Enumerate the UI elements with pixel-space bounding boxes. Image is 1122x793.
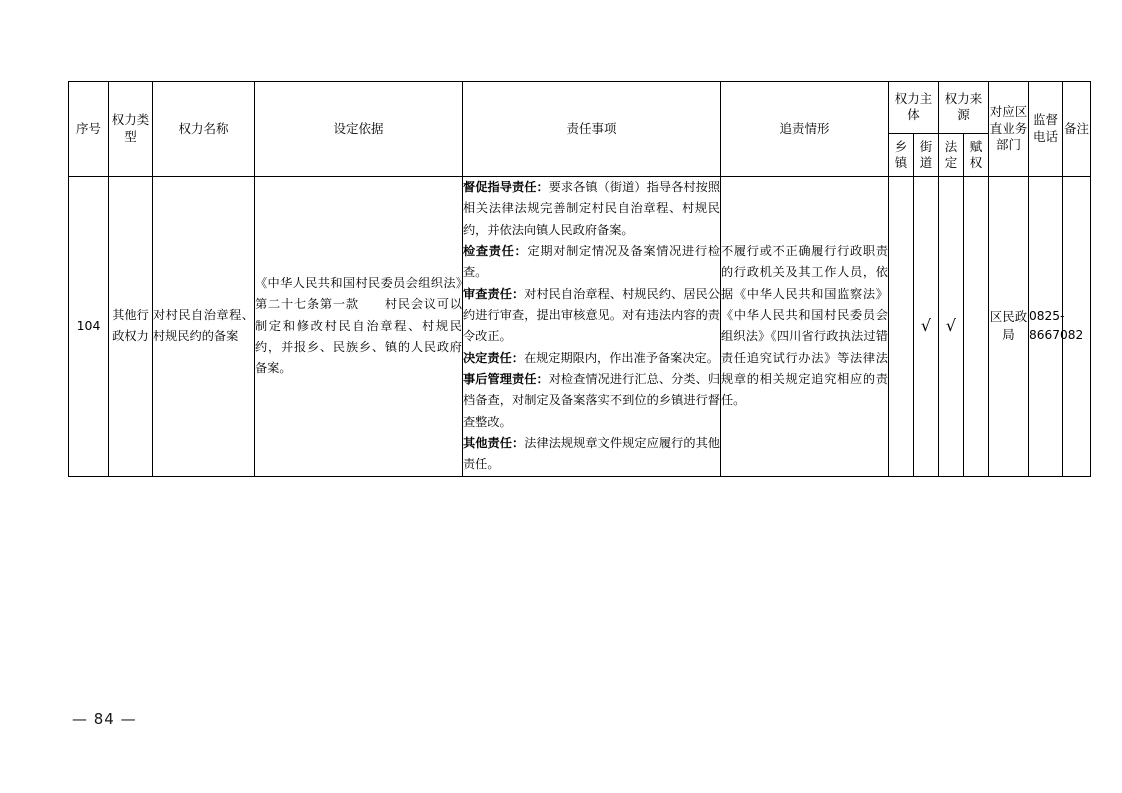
duty-label: 审查责任： xyxy=(463,286,525,301)
duty-label: 决定责任： xyxy=(463,350,524,365)
cell-basis: 《中华人民共和国村民委员会组织法》第二十七条第一款 村民会议可以制定和修改村民自治章程、村规民约，并报乡、民族乡、镇的人民政府备案。 xyxy=(255,177,463,477)
duty-item xyxy=(463,241,720,284)
duty-text: 对检查情况进行汇总、分类、归档备查，对制定及备案落实不到位的乡镇进行督查整改。 xyxy=(463,372,721,429)
duty-label: 督促指导责任： xyxy=(463,180,549,194)
header-accountability: 追责情形 xyxy=(721,82,889,177)
cell-accountability: 不履行或不正确履行行政职责的行政机关及其工作人员，依据《中华人民共和国监察法》《中华人民共和国村民委员会组织法》《四川省行政执法过错责任追究试行办法》等法律法规章的相关规定追究相应的责任。 xyxy=(721,177,889,477)
duty-label: 检查责任： xyxy=(463,244,528,259)
header-phone: 监督电话 xyxy=(1029,82,1063,177)
duty-text: 法律法规规章文件规定应履行的其他责任。 xyxy=(463,436,720,472)
cell-duties xyxy=(463,177,721,477)
cell-business-dept: 区民政局 xyxy=(989,177,1029,477)
duty-text: 要求各镇（街道）指导各村按照相关法律法规完善制定村民自治章程、村规民约，并依法向镇人民政府备案。 xyxy=(463,180,721,237)
cell-seq: 104 xyxy=(69,177,109,477)
duty-text: 对村民自治章程、村规民约、居民公约进行审查，提出审核意见。对有违法内容的责令改正。 xyxy=(463,286,720,344)
duty-label: 事后管理责任： xyxy=(463,372,549,387)
header-duties: 责任事项 xyxy=(463,82,721,177)
cell-phone: 0825-8667082 xyxy=(1029,177,1063,477)
page-number: — 84 — xyxy=(72,710,137,728)
cell-source-statutory: √ xyxy=(939,177,964,477)
duty-item xyxy=(463,284,720,348)
cell-power-type: 其他行政权力 xyxy=(109,177,153,477)
header-seq: 序号 xyxy=(69,82,109,177)
cell-power-name: 对村民自治章程、村规民约的备案 xyxy=(153,177,255,477)
table-row xyxy=(69,177,1091,477)
cell-subject-township xyxy=(889,177,914,477)
header-business-dept: 对应区直业务部门 xyxy=(989,82,1029,177)
duty-item xyxy=(463,433,720,476)
header-subject-township: 乡镇 xyxy=(889,133,914,176)
cell-remark xyxy=(1063,177,1091,477)
duty-text: 在规定期限内，作出准予备案决定。 xyxy=(523,350,719,365)
header-source-statutory: 法定 xyxy=(939,133,964,176)
header-basis: 设定依据 xyxy=(255,82,463,177)
duty-item xyxy=(463,348,720,369)
duty-text: 定期对制定情况及备案情况进行检查。 xyxy=(463,244,721,280)
cell-source-empowered xyxy=(964,177,989,477)
header-power-type: 权力类型 xyxy=(109,82,153,177)
header-power-name: 权力名称 xyxy=(153,82,255,177)
power-list-table xyxy=(68,81,1091,477)
header-subject-street: 街道 xyxy=(914,133,939,176)
cell-subject-street: √ xyxy=(914,177,939,477)
header-remark: 备注 xyxy=(1063,82,1091,177)
header-power-source: 权力来源 xyxy=(939,82,989,134)
header-power-subject: 权力主体 xyxy=(889,82,939,134)
duty-label: 其他责任： xyxy=(463,436,525,451)
duty-item xyxy=(463,369,720,433)
table-header-row-1 xyxy=(69,82,1091,134)
header-source-empowered: 赋权 xyxy=(964,133,989,176)
duty-item xyxy=(463,177,720,241)
